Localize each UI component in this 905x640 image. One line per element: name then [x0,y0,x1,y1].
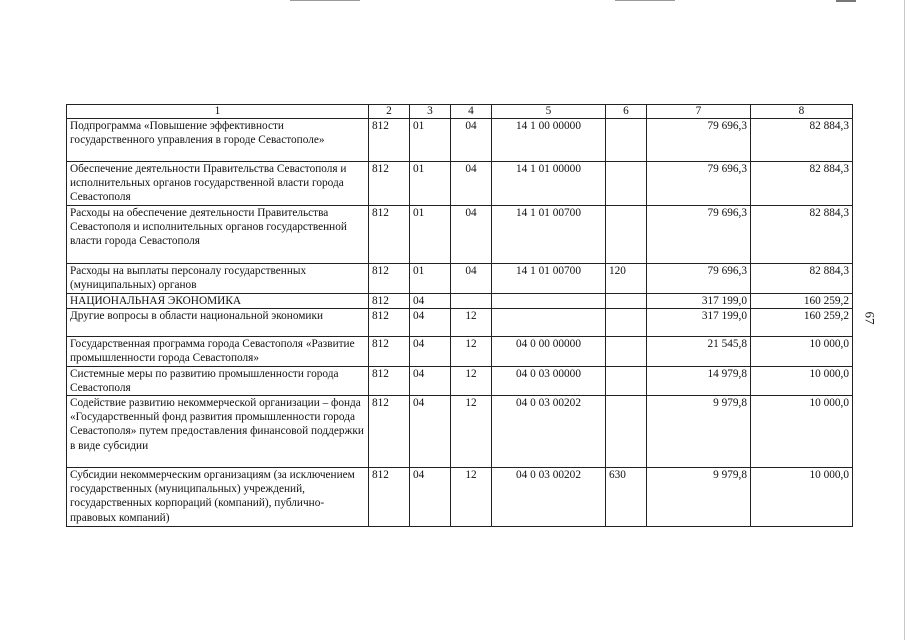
cell-target-article: 14 1 00 00000 [492,119,606,162]
cell-grbs: 812 [369,206,410,264]
cell-subsection: 04 [451,162,492,206]
cell-target-article: 14 1 01 00700 [492,264,606,294]
table-row [67,337,853,366]
cell-grbs: 812 [369,468,410,527]
cell-expense-type: 120 [606,264,647,294]
cell-name: Расходы на выплаты персоналу государственных (муниципальных) органов [67,264,369,294]
cell-target-article [492,309,606,337]
table-row [67,294,853,309]
budget-table [66,104,853,527]
cell-subsection: 12 [451,309,492,337]
column-header: 6 [606,105,647,119]
cell-grbs: 812 [369,337,410,366]
table-row [67,366,853,395]
page-number: 67 [862,311,878,325]
cell-subsection: 12 [451,337,492,366]
cell-expense-type [606,294,647,309]
table-row [67,264,853,294]
cell-amount-year2: 10 000,0 [751,468,853,527]
table-row [67,119,853,162]
cell-target-article: 14 1 01 00700 [492,206,606,264]
table-header-row [67,105,853,119]
column-header: 2 [369,105,410,119]
cell-section: 01 [410,119,451,162]
cell-expense-type [606,337,647,366]
cell-expense-type [606,119,647,162]
cell-subsection: 12 [451,396,492,468]
cell-name: НАЦИОНАЛЬНАЯ ЭКОНОМИКА [67,294,369,309]
cell-target-article [492,294,606,309]
column-header: 8 [751,105,853,119]
cell-section: 04 [410,468,451,527]
cell-grbs: 812 [369,162,410,206]
cell-grbs: 812 [369,294,410,309]
cell-subsection: 04 [451,264,492,294]
cell-expense-type: 630 [606,468,647,527]
cell-section: 01 [410,206,451,264]
cell-expense-type [606,206,647,264]
cell-name: Системные меры по развитию промышленности города Севастополя [67,366,369,395]
cell-amount-year2: 160 259,2 [751,309,853,337]
cell-target-article: 04 0 03 00202 [492,396,606,468]
cell-amount-year1: 317 199,0 [647,294,751,309]
cell-name: Подпрограмма «Повышение эффективности государственного управления в городе Севастополе» [67,119,369,162]
cell-amount-year1: 21 545,8 [647,337,751,366]
cell-name: Содействие развитию некоммерческой организации – фонда «Государственный фонд развития промышленности города Севастополя» путем предоставления финансовой поддержки в виде субсидии [67,396,369,468]
cell-amount-year2: 82 884,3 [751,206,853,264]
cell-amount-year2: 82 884,3 [751,264,853,294]
cell-amount-year2: 160 259,2 [751,294,853,309]
cell-section: 04 [410,294,451,309]
cell-amount-year1: 317 199,0 [647,309,751,337]
cell-subsection: 12 [451,468,492,527]
column-header: 4 [451,105,492,119]
cell-name: Расходы на обеспечение деятельности Правительства Севастополя и исполнительных органов государственной власти города Севастополя [67,206,369,264]
cell-amount-year2: 10 000,0 [751,366,853,395]
cell-expense-type [606,162,647,206]
cell-subsection: 04 [451,206,492,264]
cell-amount-year1: 79 696,3 [647,119,751,162]
scan-artifact-line [615,0,675,1]
cell-grbs: 812 [369,396,410,468]
cell-amount-year1: 79 696,3 [647,206,751,264]
cell-name: Обеспечение деятельности Правительства Севастополя и исполнительных органов государственной власти города Севастополя [67,162,369,206]
cell-amount-year2: 10 000,0 [751,337,853,366]
table-row [67,309,853,337]
cell-amount-year1: 9 979,8 [647,468,751,527]
column-header: 7 [647,105,751,119]
column-header: 3 [410,105,451,119]
cell-amount-year2: 82 884,3 [751,119,853,162]
cell-target-article: 14 1 01 00000 [492,162,606,206]
cell-grbs: 812 [369,366,410,395]
table-row [67,162,853,206]
scan-artifact-line [290,0,360,1]
cell-section: 01 [410,264,451,294]
cell-name: Государственная программа города Севастополя «Развитие промышленности города Севастополя» [67,337,369,366]
cell-amount-year2: 82 884,3 [751,162,853,206]
cell-name: Субсидии некоммерческим организациям (за исключением государственных (муниципальных) учреждений, государственных корпораций (компаний), публично-правовых компаний) [67,468,369,527]
cell-section: 04 [410,396,451,468]
cell-expense-type [606,366,647,395]
cell-section: 04 [410,366,451,395]
table-row [67,468,853,527]
cell-subsection: 04 [451,119,492,162]
cell-target-article: 04 0 00 00000 [492,337,606,366]
cell-expense-type [606,309,647,337]
cell-amount-year1: 79 696,3 [647,264,751,294]
cell-section: 01 [410,162,451,206]
cell-name: Другие вопросы в области национальной экономики [67,309,369,337]
cell-target-article: 04 0 03 00202 [492,468,606,527]
table-body [67,105,853,527]
cell-grbs: 812 [369,309,410,337]
cell-subsection [451,294,492,309]
scan-artifact-line [836,0,856,2]
cell-amount-year1: 9 979,8 [647,396,751,468]
cell-subsection: 12 [451,366,492,395]
cell-amount-year2: 10 000,0 [751,396,853,468]
cell-section: 04 [410,337,451,366]
cell-grbs: 812 [369,119,410,162]
cell-expense-type [606,396,647,468]
column-header: 1 [67,105,369,119]
table-row [67,206,853,264]
cell-amount-year1: 14 979,8 [647,366,751,395]
cell-section: 04 [410,309,451,337]
table-row [67,396,853,468]
column-header: 5 [492,105,606,119]
cell-grbs: 812 [369,264,410,294]
cell-target-article: 04 0 03 00000 [492,366,606,395]
cell-amount-year1: 79 696,3 [647,162,751,206]
